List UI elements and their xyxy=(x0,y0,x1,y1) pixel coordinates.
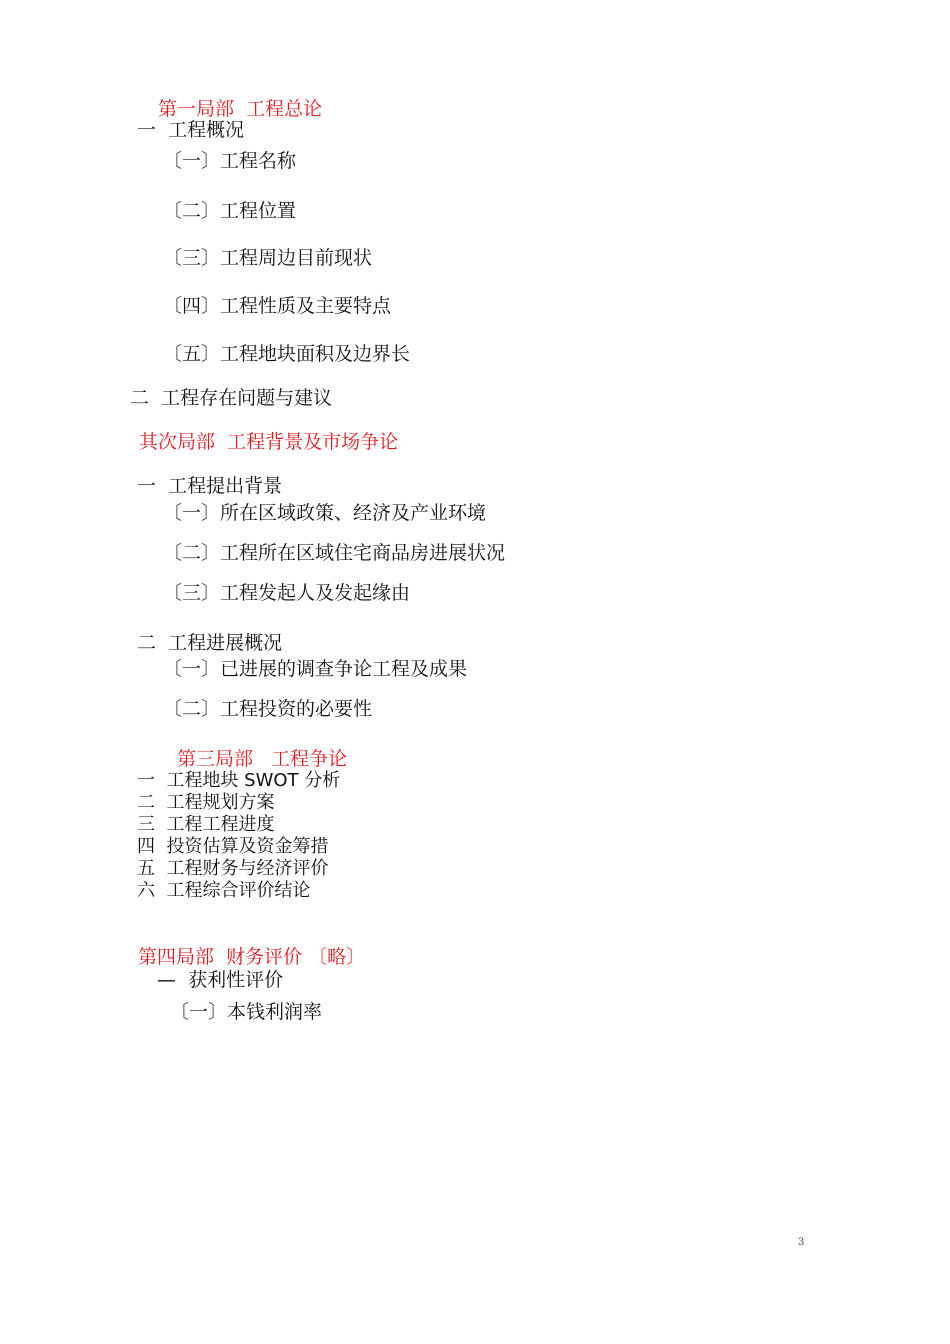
part3-heading: 第三局部 工程争论 xyxy=(177,748,348,770)
toc-item: 四 投资估算及资金筹措 xyxy=(137,836,329,857)
toc-item: 二 工程存在问题与建议 xyxy=(130,387,333,409)
toc-item: 〔三〕工程发起人及发起缘由 xyxy=(163,582,411,604)
toc-item: 〔四〕工程性质及主要特点 xyxy=(163,295,392,317)
toc-item: 二 工程进展概况 xyxy=(137,632,283,654)
toc-item: 三 工程工程进度 xyxy=(137,814,275,835)
toc-item: 〔一〕已进展的调查争论工程及成果 xyxy=(163,658,468,680)
toc-item: 〔二〕工程投资的必要性 xyxy=(163,698,373,720)
toc-item: 〔一〕所在区域政策、经济及产业环境 xyxy=(163,502,487,524)
toc-item: 〔二〕工程所在区域住宅商品房进展状况 xyxy=(163,542,506,564)
toc-item: 〔一〕本钱利润率 xyxy=(170,1001,323,1023)
part4-heading: 第四局部 财务评价 〔略〕 xyxy=(138,946,366,968)
toc-item: 〔二〕工程位置 xyxy=(163,200,297,222)
toc-item: 〔五〕工程地块面积及边界长 xyxy=(163,343,411,365)
toc-item: 五 工程财务与经济评价 xyxy=(137,858,329,879)
toc-item: 一 工程地块 SWOT 分析 xyxy=(137,770,341,791)
toc-item: 一 工程概况 xyxy=(137,119,245,141)
toc-item: — 获利性评价 xyxy=(157,969,284,991)
toc-item: 二 工程规划方案 xyxy=(137,792,275,813)
toc-item: 六 工程综合评价结论 xyxy=(137,880,311,901)
toc-item: 〔三〕工程周边目前现状 xyxy=(163,247,373,269)
toc-item: 一 工程提出背景 xyxy=(137,475,283,497)
part2-heading: 其次局部 工程背景及市场争论 xyxy=(139,431,399,453)
toc-item: 〔一〕工程名称 xyxy=(163,150,297,172)
page-number: 3 xyxy=(798,1237,805,1248)
part1-heading: 第一局部 工程总论 xyxy=(158,98,323,120)
